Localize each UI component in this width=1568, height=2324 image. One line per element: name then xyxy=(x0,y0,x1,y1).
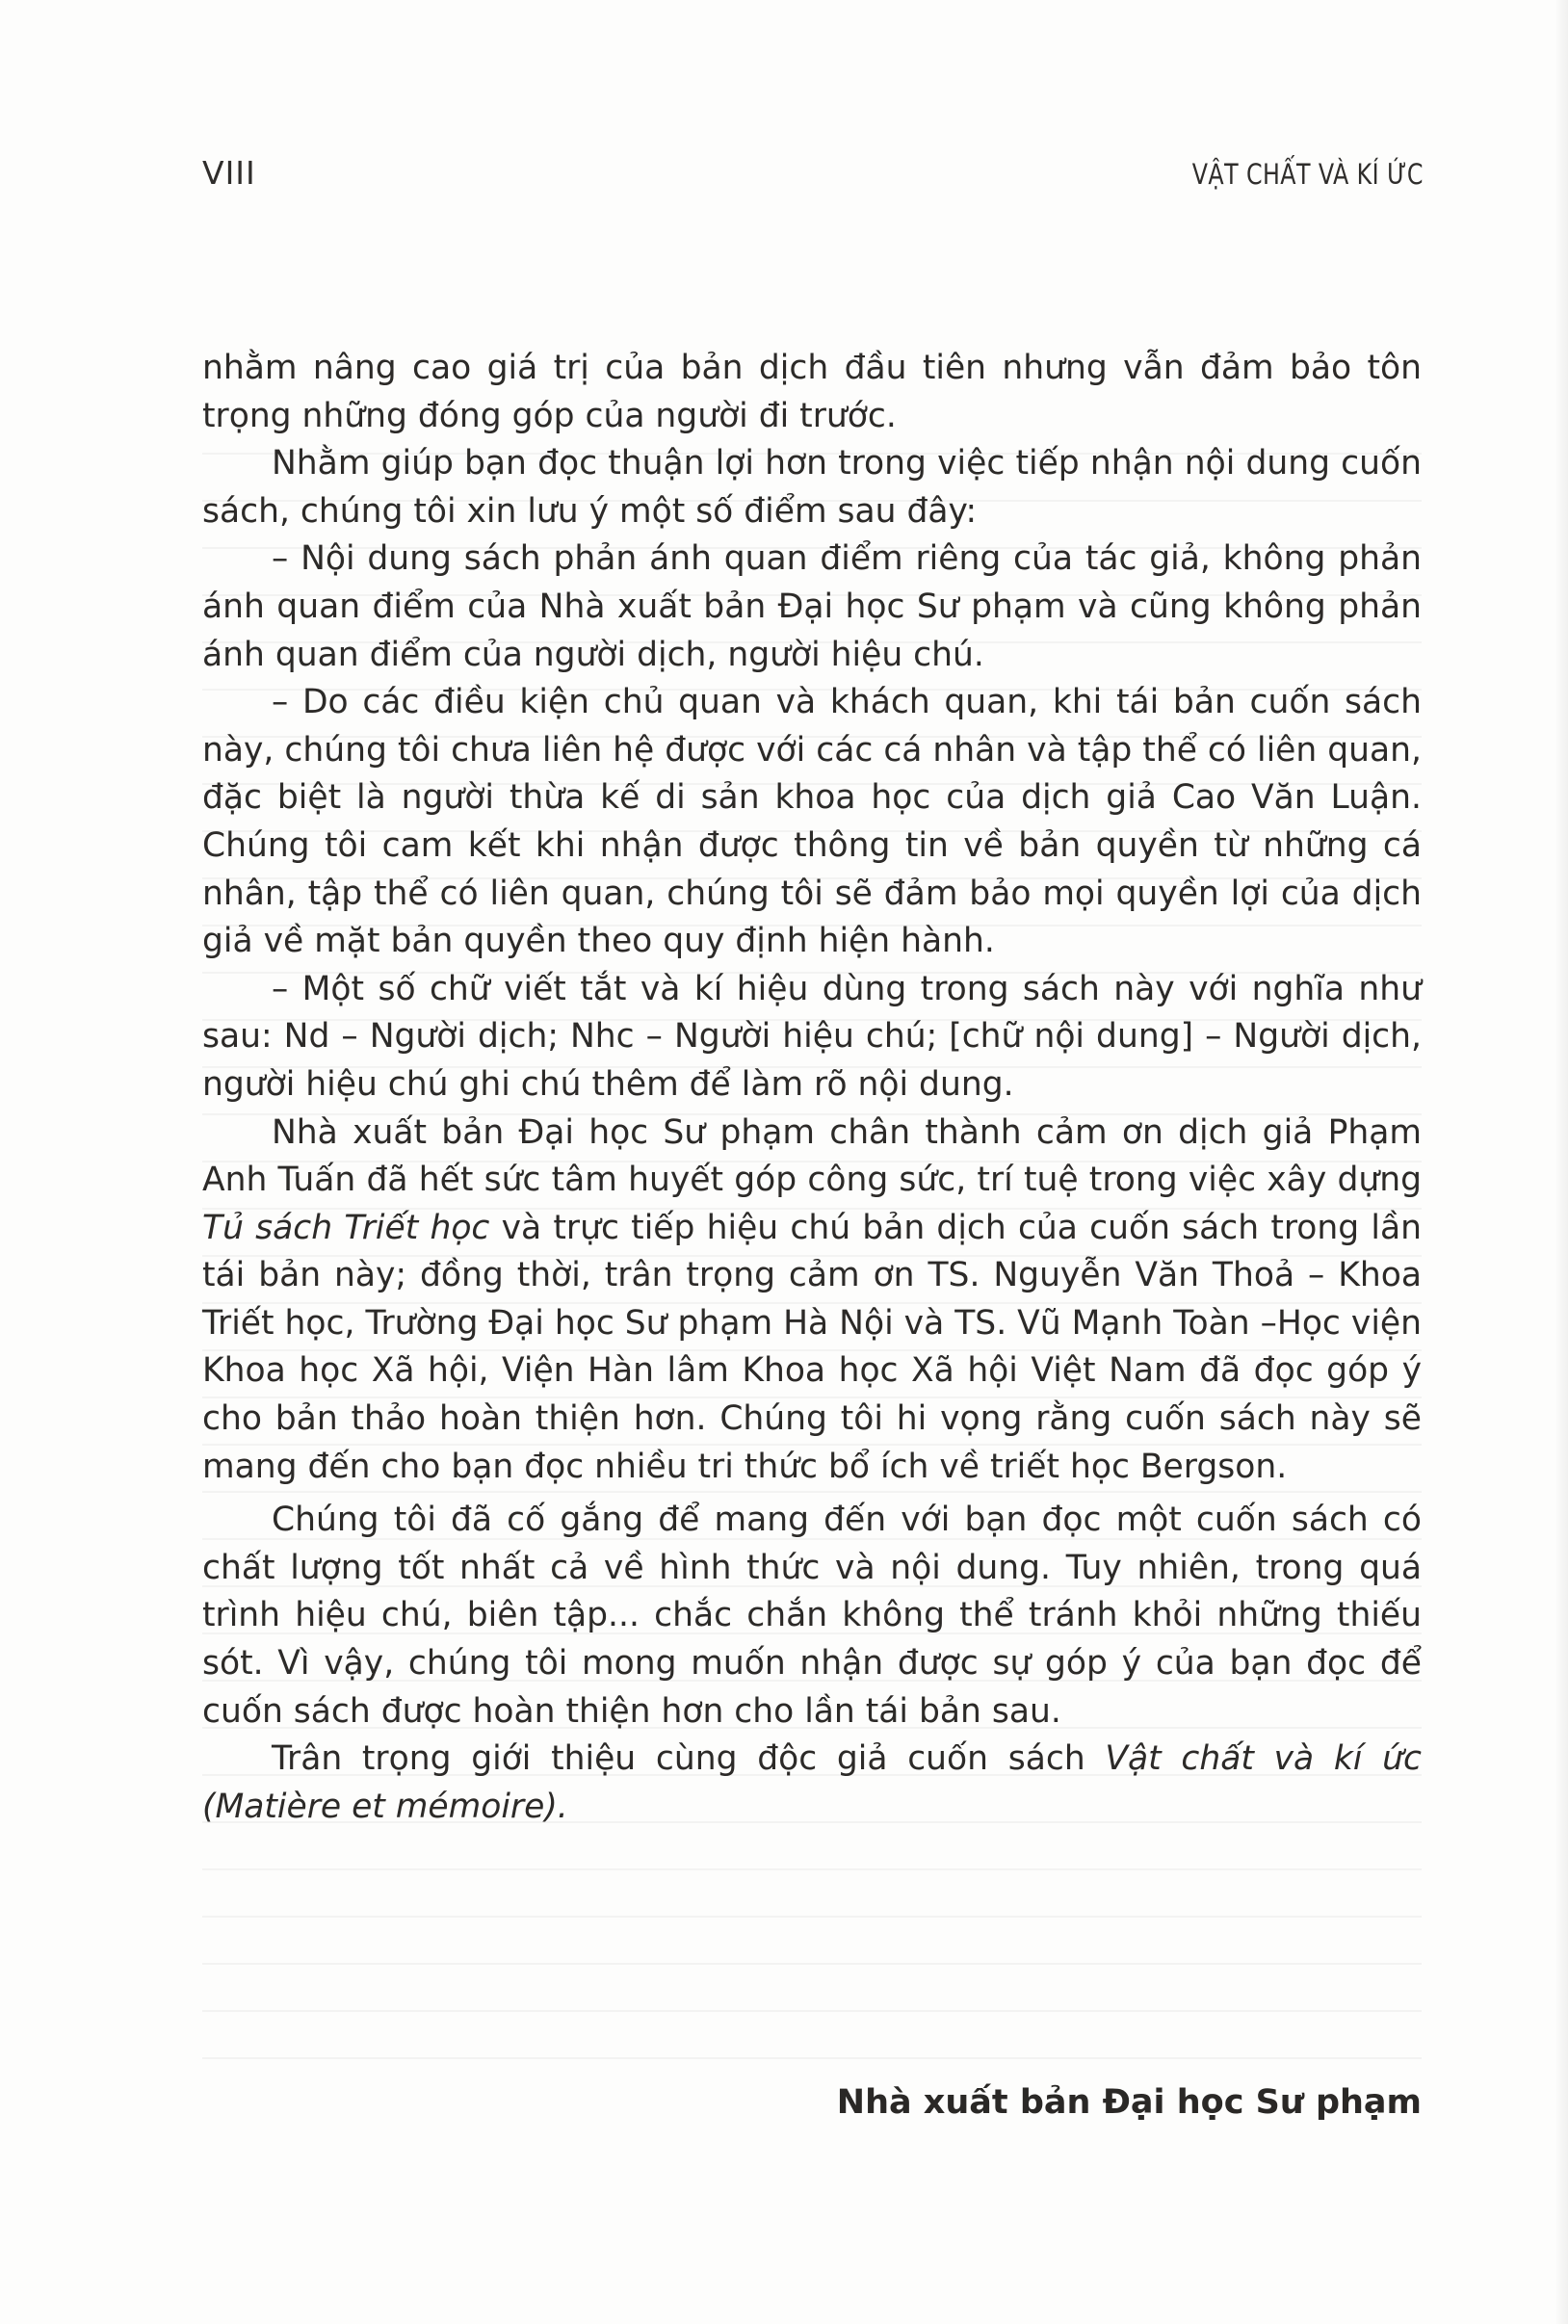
text-run: Nhà xuất bản Đại học Sư phạm chân thành cảm ơn dịch giả Phạm Anh Tuấn đã hết sức tâm huyết góp công sức, trí tuệ trong việc xây dựng xyxy=(202,1112,1422,1200)
running-title: VẬT CHẤT VÀ KÍ ỨC xyxy=(1191,158,1424,191)
publisher-signature: Nhà xuất bản Đại học Sư phạm xyxy=(836,2083,1422,2122)
page-header xyxy=(202,154,1424,202)
paragraph xyxy=(202,535,1422,679)
text-run: – Do các điều kiện chủ quan và khách quan, khi tái bản cuốn sách này, chúng tôi chưa liên hệ được với các cá nhân và tập thể có liên quan, đặc biệt là người thừa kế di sản khoa học của dịch giả Cao Văn Luận. Chúng tôi cam kết khi nhận được thông tin về bản quyền từ những cá nhân, tập thể có liên quan, chúng tôi sẽ đảm bảo mọi quyền lợi của dịch giả về mặt bản quyền theo quy định hiện hành. xyxy=(202,683,1422,961)
paragraph xyxy=(202,345,1422,440)
body-text xyxy=(202,345,1422,1831)
paragraph xyxy=(202,440,1422,535)
paragraph xyxy=(202,1736,1422,1831)
text-run: – Nội dung sách phản ánh quan điểm riêng của tác giả, không phản ánh quan điểm của Nhà xuất bản Đại học Sư phạm và cũng không phản ánh quan điểm của người dịch, người hiệu chú. xyxy=(202,539,1422,674)
text-run: Trân trọng giới thiệu cùng độc giả cuốn sách xyxy=(272,1739,1106,1779)
paragraph xyxy=(202,1497,1422,1736)
text-run: nhằm nâng cao giá trị của bản dịch đầu tiên nhưng vẫn đảm bảo tôn trọng những đóng góp của người đi trước. xyxy=(202,349,1422,435)
text-run: và trực tiếp hiệu chú bản dịch của cuốn sách trong lần tái bản này; đồng thời, trân trọng cảm ơn TS. Nguyễn Văn Thoả – Khoa Triết học, Trường Đại học Sư phạm Hà Nội và TS. Vũ Mạnh Toàn –Học viện Khoa học Xã hội, Viện Hàn lâm Khoa học Xã hội Việt Nam đã đọc góp ý cho bản thảo hoàn thiện hơn. Chúng tôi hi vọng rằng cuốn sách này sẽ mang đến cho bạn đọc nhiều tri thức bổ ích về triết học Bergson. xyxy=(202,1208,1422,1486)
italic-text: Tủ sách Triết học xyxy=(202,1208,490,1247)
paragraph xyxy=(202,966,1422,1110)
italic-text: Vật chất và kí ức (Matière et mémoire). xyxy=(202,1739,1422,1826)
text-run: Nhằm giúp bạn đọc thuận lợi hơn trong việc tiếp nhận nội dung cuốn sách, chúng tôi xin lưu ý một số điểm sau đây: xyxy=(202,444,1422,531)
page-number: VIII xyxy=(202,154,256,192)
text-run: Chúng tôi đã cố gắng để mang đến với bạn đọc một cuốn sách có chất lượng tốt nhất cả về hình thức và nội dung. Tuy nhiên, trong quá trình hiệu chú, biên tập... chắc chắn không thể tránh khỏi những thiếu sót. Vì vậy, chúng tôi mong muốn nhận được sự góp ý của bạn đọc để cuốn sách được hoàn thiện hơn cho lần tái bản sau. xyxy=(202,1501,1422,1731)
paragraph xyxy=(202,679,1422,966)
text-run: – Một số chữ viết tắt và kí hiệu dùng trong sách này với nghĩa như sau: Nd – Người dịch; Nhc – Người hiệu chú; [chữ nội dung] – Người dịch, người hiệu chú ghi chú thêm để làm rõ nội dung. xyxy=(202,969,1422,1104)
paragraph xyxy=(202,1110,1422,1492)
scan-edge-shadow xyxy=(1555,0,1568,2324)
